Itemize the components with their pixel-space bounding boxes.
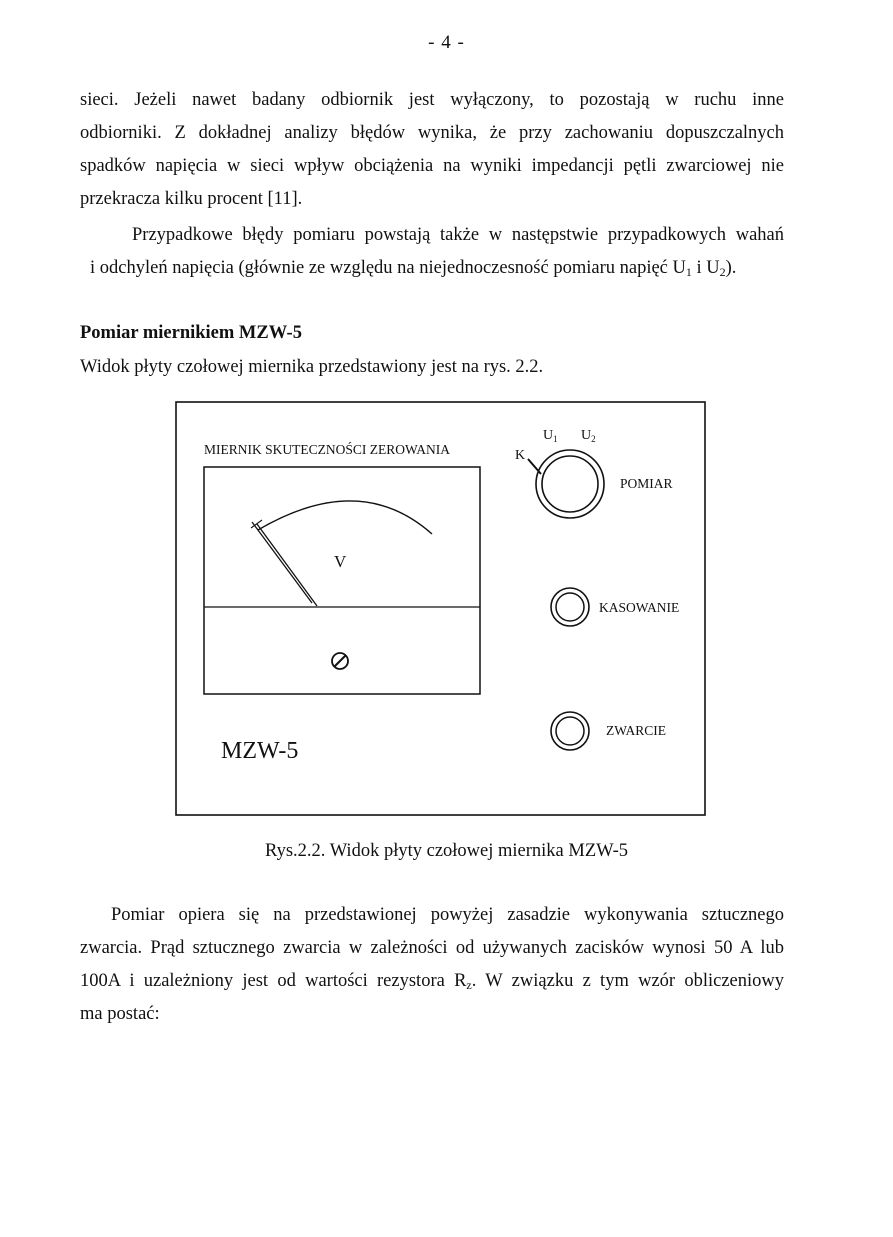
switch-u1-letter: U: [543, 428, 554, 443]
knob-label: POMIAR: [620, 476, 673, 491]
switch-position-k: K: [515, 448, 526, 463]
section-heading: Pomiar miernikiem MZW-5: [80, 323, 302, 343]
switch-position-u1: [543, 428, 558, 444]
figure-caption: Rys.2.2. Widok płyty czołowej miernika MZW-5: [265, 841, 628, 861]
meter-unit-label: V: [334, 552, 347, 571]
zero-adjust-symbol: ⌀: [340, 666, 341, 667]
paragraph-measurement-principle: [80, 899, 784, 1031]
paragraph-line: zwarcia. Prąd sztucznego zwarcia w zależności od używanych zacisków wynosi 50 A lub: [80, 938, 784, 958]
meter-needle-edge: [257, 524, 317, 606]
meter-needle-tick: [251, 520, 262, 528]
meter-scale-arc: [258, 501, 432, 534]
line-text: i odchyleń napięcia (głównie ze względu na niejednoczesność pomiaru napięć U: [90, 258, 686, 278]
subscript: z: [466, 978, 472, 992]
section-intro: Widok płyty czołowej miernika przedstawiony jest na rys. 2.2.: [80, 357, 544, 377]
switch-position-u2: [581, 428, 596, 444]
zero-adjust-screw[interactable]: [332, 653, 348, 669]
paragraph-line: sieci. Jeżeli nawet badany odbiornik jest wyłączony, to pozostają w ruchu inne: [80, 90, 784, 110]
switch-u2-letter: U: [581, 428, 592, 443]
line-text: . W związku z tym wzór obliczeniowy: [471, 971, 784, 991]
reset-button-label: KASOWANIE: [599, 600, 680, 615]
page-number: - 4 -: [428, 32, 465, 53]
line-text: 100A i uzależniony jest od wartości rezystora R: [80, 971, 467, 991]
knob-pointer: [528, 459, 541, 474]
model-label: MZW-5: [221, 738, 299, 764]
switch-u2-subscript: 2: [591, 434, 596, 444]
short-circuit-button-label: ZWARCIE: [606, 723, 666, 738]
paragraph-line: Przypadkowe błędy pomiaru powstają także w następstwie przypadkowych wahań: [132, 225, 784, 245]
subscript: 1: [685, 265, 692, 279]
line-text: i U: [691, 258, 720, 278]
short-circuit-button[interactable]: [551, 712, 589, 750]
paragraph-line: spadków napięcia w sieci wpływ obciążenia na wyniki impedancji pętli zwarciowej nie: [80, 156, 784, 176]
paragraph-line: ma postać:: [80, 1004, 160, 1024]
meter-needle-edge: [252, 522, 312, 603]
switch-u1-subscript: 1: [553, 434, 558, 444]
measurement-knob[interactable]: [528, 450, 604, 518]
line-text: ).: [725, 258, 737, 278]
subscript: 2: [719, 265, 726, 279]
paragraph-line: Pomiar opiera się na przedstawionej powyżej zasadzie wykonywania sztucznego: [111, 905, 784, 925]
paragraph-line: [80, 965, 784, 998]
reset-button[interactable]: [551, 588, 589, 626]
paragraph-line: przekracza kilku procent [11].: [80, 189, 303, 209]
paragraph-line: odbiorniki. Z dokładnej analizy błędów wynika, że przy zachowaniu dopuszczalnych: [80, 123, 784, 143]
panel-title: MIERNIK SKUTECZNOŚCI ZEROWANIA: [204, 442, 450, 457]
